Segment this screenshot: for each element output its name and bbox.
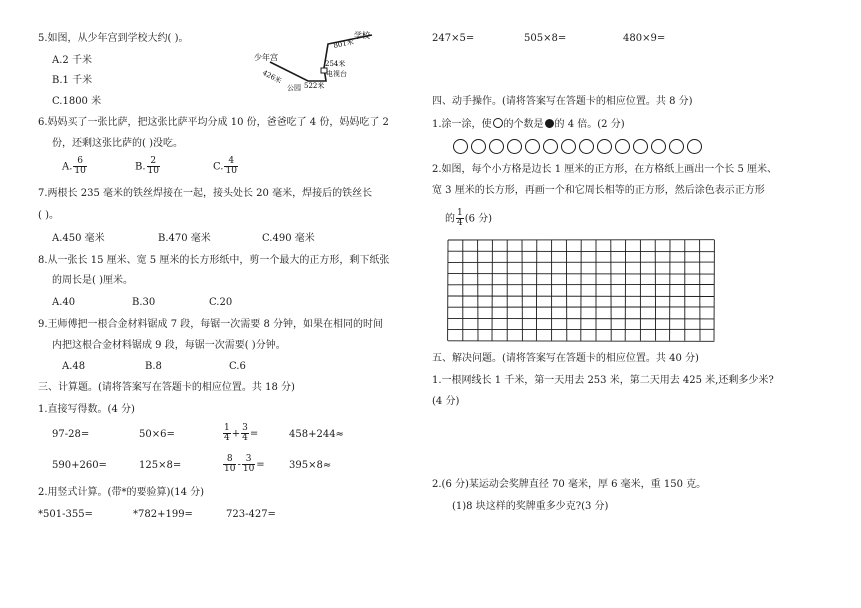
circle-shape[interactable] bbox=[561, 139, 576, 154]
map-label-254: 254米 bbox=[325, 60, 346, 68]
calc1-expr-5: 590+260= bbox=[52, 460, 107, 471]
q6-option-a[interactable]: A. $\frac{6}{10}$ bbox=[62, 156, 86, 177]
circle-row[interactable] bbox=[453, 139, 702, 154]
q9-stem-line1: 9.王师傅把一根合金材料锯成 7 段，每锯一次需要 8 分钟，如果在相同的时间 bbox=[38, 319, 383, 330]
q9-stem-line2: 内把这根合金材料锯成 9 段，每锯一次需要( )分钟。 bbox=[52, 340, 286, 351]
circle-shape[interactable] bbox=[597, 139, 612, 154]
calc1-expr-2: 50×6= bbox=[139, 429, 175, 440]
q7-option-c[interactable]: C.490 毫米 bbox=[262, 233, 315, 244]
calc1-expr-3: $\frac{1}{4}$ + $\frac{3}{4}$ = bbox=[224, 423, 259, 444]
problem2-sub1: (1)8 块这样的奖牌重多少克?(3 分) bbox=[452, 501, 609, 512]
map-label-tv: 电视台 bbox=[326, 70, 347, 78]
circle-shape[interactable] bbox=[453, 139, 468, 154]
circle-shape[interactable] bbox=[543, 139, 558, 154]
q6-option-c[interactable]: C. $\frac{4}{10}$ bbox=[213, 156, 237, 177]
section-3-heading: 三、计算题。(请将答案写在答题卡的相应位置。共 18 分) bbox=[38, 382, 295, 393]
q8-option-b[interactable]: B.30 bbox=[132, 297, 156, 308]
map-label-park: 公园 bbox=[287, 84, 301, 92]
circle-shape[interactable] bbox=[687, 139, 702, 154]
calc2-expr-2: *782+199= bbox=[133, 509, 193, 520]
q8-option-a[interactable]: A.40 bbox=[52, 297, 76, 308]
circle-shape[interactable] bbox=[489, 139, 504, 154]
q8-stem-line1: 8.从一张长 15 厘米、宽 5 厘米的长方形纸中，剪一个最大的正方形，剩下纸张 bbox=[38, 255, 390, 266]
q8-stem-line2: 的周长是( )厘米。 bbox=[52, 275, 133, 286]
right-expr-2: 505×8= bbox=[524, 33, 567, 44]
hollow-circle-icon bbox=[493, 118, 503, 128]
op2-stem-line2: 宽 3 厘米的长方形，再画一个和它周长相等的正方形，然后涂色表示正方形 bbox=[432, 185, 765, 196]
circle-shape[interactable] bbox=[507, 139, 522, 154]
square-grid[interactable] bbox=[446, 238, 718, 343]
circle-shape[interactable] bbox=[669, 139, 684, 154]
q5-option-c[interactable]: C.1800 米 bbox=[52, 96, 102, 107]
calc1-expr-7: $\frac{8}{10}$ - $\frac{3}{10}$ = bbox=[224, 454, 265, 475]
grid-hline bbox=[448, 251, 714, 252]
circle-shape[interactable] bbox=[579, 139, 594, 154]
circle-shape[interactable] bbox=[471, 139, 486, 154]
q5-option-a[interactable]: A.2 千米 bbox=[52, 55, 92, 66]
q7-option-a[interactable]: A.450 毫米 bbox=[52, 233, 105, 244]
grid-hline bbox=[448, 318, 714, 319]
right-expr-1: 247×5= bbox=[432, 33, 475, 44]
op2-stem-line3: 的 $\frac{1}{4}$ (6 分) bbox=[445, 208, 493, 229]
q9-option-b[interactable]: B.8 bbox=[145, 361, 162, 372]
q5-stem: 5.如图，从少年宫到学校大约( )。 bbox=[38, 33, 189, 44]
q6-stem-line2: 份，还剩这张比萨的( )没吃。 bbox=[52, 138, 183, 149]
calc2-expr-1: *501-355= bbox=[38, 509, 93, 520]
section-5-heading: 五、解决问题。(请将答案写在答题卡的相应位置。共 40 分) bbox=[432, 353, 699, 364]
filled-circle-icon bbox=[545, 119, 554, 128]
route-map-figure bbox=[250, 26, 390, 98]
q9-option-c[interactable]: C.6 bbox=[229, 361, 246, 372]
q6-stem-line1: 6.妈妈买了一张比萨，把这张比萨平均分成 10 份，爸爸吃了 4 份，妈妈吃了 2 bbox=[38, 117, 389, 128]
problem1-line2: (4 分) bbox=[432, 396, 460, 407]
circle-shape[interactable] bbox=[633, 139, 648, 154]
map-label-school: 学校 bbox=[354, 31, 370, 40]
op1-stem: 1.涂一涂，使 的个数是 的 4 倍。(2 分) bbox=[432, 119, 625, 130]
calc1-expr-4: 458+244≈ bbox=[289, 429, 344, 440]
grid-hline bbox=[448, 341, 714, 342]
circle-shape[interactable] bbox=[651, 139, 666, 154]
q8-option-c[interactable]: C.20 bbox=[209, 297, 233, 308]
q9-option-a[interactable]: A.48 bbox=[62, 361, 86, 372]
grid-hline bbox=[448, 296, 714, 297]
q7-stem-line2: ( )。 bbox=[38, 210, 59, 221]
map-label-801: 801米 bbox=[332, 37, 355, 50]
circle-shape[interactable] bbox=[615, 139, 630, 154]
q7-stem-line1: 7.两根长 235 毫米的铁丝焊接在一起，接头处长 20 毫米，焊接后的铁丝长 bbox=[38, 188, 373, 199]
calc2-title: 2.用竖式计算。(带*的要验算)(14 分) bbox=[38, 487, 205, 498]
map-label-522: 522米 bbox=[304, 82, 325, 90]
problem1-line1: 1.一根网线长 1 千米，第一天用去 253 米，第二天用去 425 米,还剩多少米? bbox=[432, 375, 774, 386]
q6-option-b[interactable]: B. $\frac{2}{10}$ bbox=[135, 156, 159, 177]
section-4-heading: 四、动手操作。(请将答案写在答题卡的相应位置。共 8 分) bbox=[432, 96, 693, 107]
calc1-expr-6: 125×8= bbox=[139, 460, 182, 471]
map-label-start: 少年宫 bbox=[254, 53, 278, 62]
calc1-title: 1.直接写得数。(4 分) bbox=[38, 404, 135, 415]
right-expr-3: 480×9= bbox=[623, 33, 666, 44]
op2-stem-line1: 2.如图，每个小方格是边长 1 厘米的正方形，在方格纸上画出一个长 5 厘米、 bbox=[432, 164, 777, 175]
calc1-expr-1: 97-28= bbox=[52, 429, 90, 440]
q5-option-b[interactable]: B.1 千米 bbox=[52, 75, 93, 86]
circle-shape[interactable] bbox=[525, 139, 540, 154]
problem2-line1: 2.(6 分)某运动会奖牌直径 70 毫米，厚 6 毫米，重 150 克。 bbox=[432, 479, 707, 490]
map-label-426: 426米 bbox=[261, 68, 283, 86]
q7-option-b[interactable]: B.470 毫米 bbox=[158, 233, 211, 244]
calc2-expr-3: 723-427= bbox=[226, 509, 276, 520]
grid-hline bbox=[448, 274, 714, 275]
calc1-expr-8: 395×8≈ bbox=[289, 460, 332, 471]
